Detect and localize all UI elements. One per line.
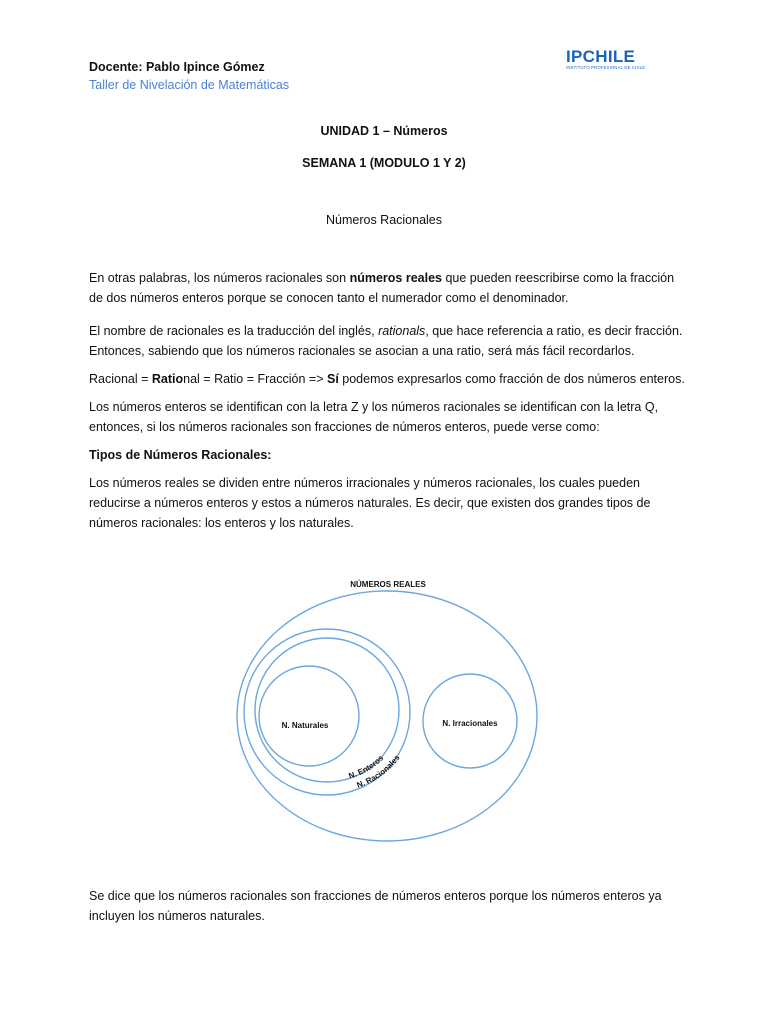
topic-title: Números Racionales (325, 213, 443, 227)
section-heading: Tipos de Números Racionales: (89, 448, 272, 462)
docente-name: Docente: Pablo Ipince Gómez (89, 60, 265, 74)
text-run: nal = Ratio = Fracción => (183, 372, 327, 386)
unidad-title: UNIDAD 1 – Números (320, 124, 448, 138)
paragraph-definition (89, 268, 689, 308)
naturales-circle (259, 666, 359, 766)
ipchile-logo (566, 48, 644, 72)
enteros-textpath: N. Enteros (347, 753, 386, 781)
naturales-label: N. Naturales (281, 721, 329, 730)
venn-svg (220, 568, 555, 853)
irracionales-label: N. Irracionales (442, 719, 498, 728)
paragraph-letters: Los números enteros se identifican con la letra Z y los números racionales se identifican con la letra Q, entonces, si los números racionales son fracciones de números enteros, puede verse como: (89, 400, 659, 434)
paragraph-etymology (89, 321, 689, 361)
text-run: podemos expresarlos como fracción de dos números enteros. (338, 372, 685, 386)
racionales-textpath: N. Racionales (355, 753, 402, 790)
paragraph-conclusion: Se dice que los números racionales son fracciones de números enteros porque los números enteros ya incluyen los números naturales. (89, 889, 662, 923)
text-run: Racional = (89, 372, 152, 386)
bold-run: números reales (349, 271, 442, 285)
paragraph-types: Los números reales se dividen entre números irracionales y números racionales, los cuales pueden reducirse a números enteros y estos a números naturales. Es decir, que existen dos grandes tipos de números racionales: los enteros y los naturales. (89, 476, 651, 530)
paragraph-equation (89, 369, 689, 389)
venn-diagram (220, 568, 555, 853)
text-run: que pueden reescribirse como la fracción de dos números enteros porque se conocen tanto el numerador como el denominador. (89, 271, 675, 305)
logo-tagline: INSTITUTO PROFESIONAL DE CHILE (566, 65, 646, 70)
bold-run: Ratio (151, 372, 184, 386)
semana-title: SEMANA 1 (MODULO 1 Y 2) (302, 156, 466, 170)
text-run: , que hace referencia a ratio, es decir fracción. Entonces, sabiendo que los números racionales se asocian a una ratio, será más fácil recordarlos. (89, 324, 683, 358)
reales-label: NÚMEROS REALES (350, 580, 426, 589)
taller-subtitle: Taller de Nivelación de Matemáticas (89, 78, 290, 92)
venn-circles (237, 591, 537, 841)
text-run: En otras palabras, los números racionales son (89, 271, 350, 285)
logo-brand: IPCHILE (566, 47, 636, 66)
text-run: El nombre de racionales es la traducción del inglés, (89, 324, 379, 338)
bold-run: Sí (326, 372, 339, 386)
reales-ellipse (237, 591, 537, 841)
italic-run: rationals (378, 324, 426, 338)
